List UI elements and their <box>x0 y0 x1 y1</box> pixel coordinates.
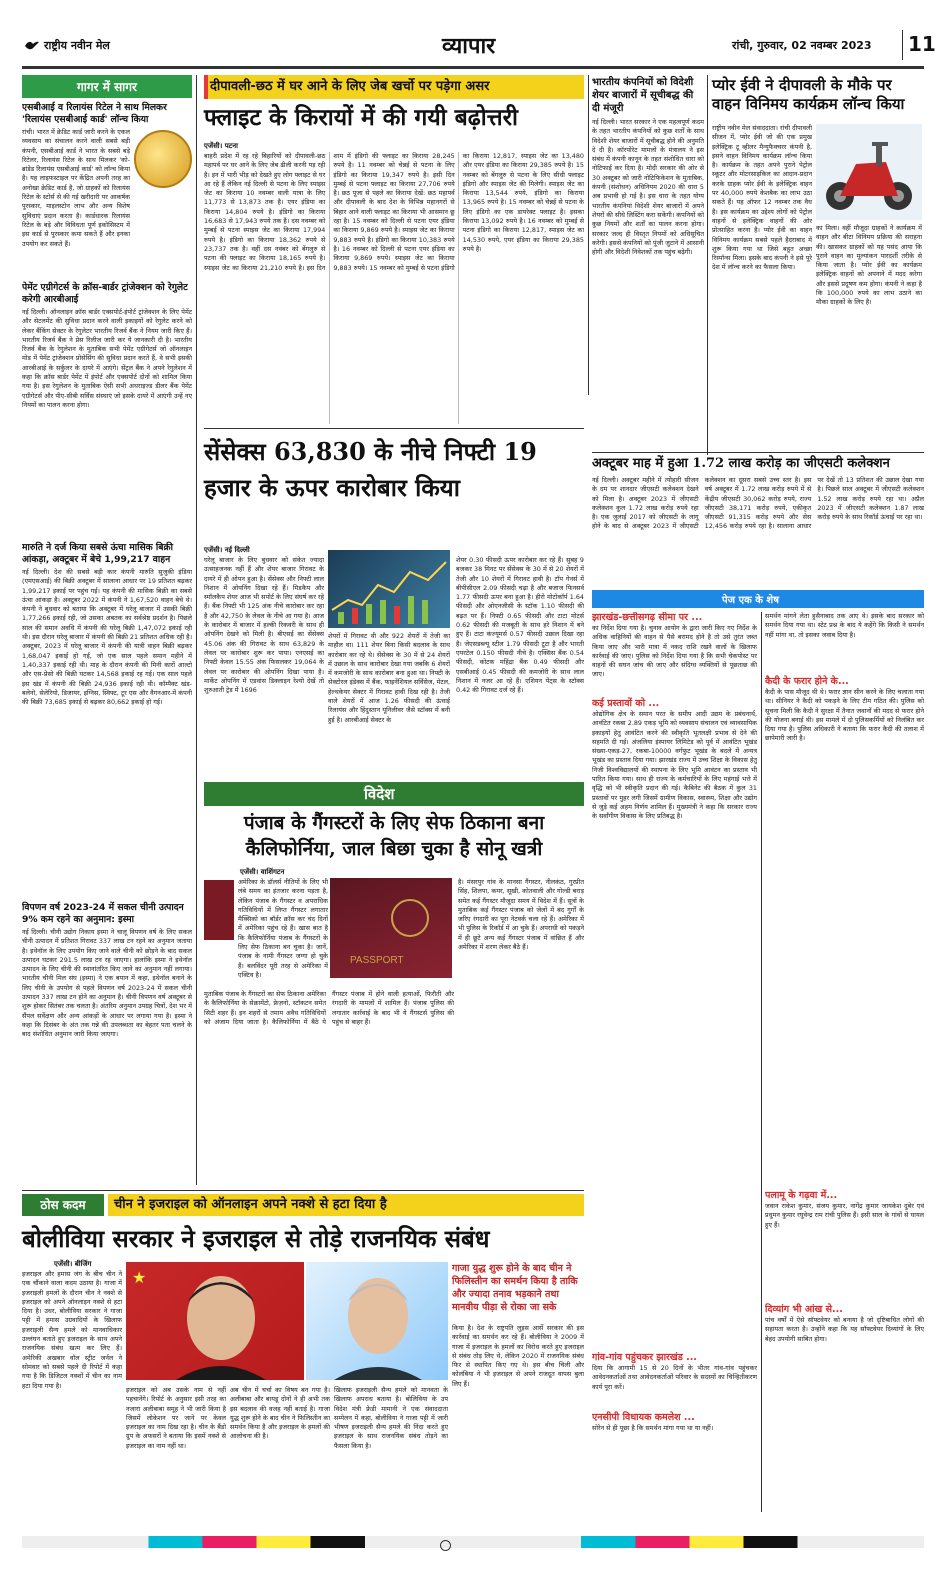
bolivia-kicker: ठोस कदम <box>22 1194 104 1216</box>
sensex-byline: एजेंसी। नई दिल्ली <box>204 546 250 554</box>
divyang-body: पांच वर्षों में ऐसे सॉफ्टवेयर को बनाया है जो दृष्टिबाधित लोगों की सहायता करता है। उन्होंने कहा कि यह सॉफ्टवेयर दिव्यांगों के लिए बेहद उपयोगी साबित होगा। <box>765 1316 924 1343</box>
page-number: 11 <box>908 32 936 56</box>
palamu-title: पलामू के गढ़वा में... <box>765 1190 838 1201</box>
sbi-card-title: एसबीआई व रिलायंस रिटेल ने साथ मिलकर 'रिलायंस एसबीआई कार्ड' लॉन्च किया <box>22 102 167 125</box>
bolivia-headline: बोलीविया सरकार ने इजराइल से तोड़े राजनयिक संबंध <box>22 1224 490 1253</box>
passport-photo <box>204 880 234 940</box>
videsh-banner <box>204 782 584 806</box>
jharkhand-body: का निर्देश दिया गया है। चुनाव आयोग के द्वारा जारी किए गए निर्देश के अधिक वाहिनियों की वाहन से पैसे बरामद होने है तो उसे तुरंत जब्त किया जाए और भारी मात्रा में नकद राशि रखने वालों के खिलाफ कार्रवाई की जाए। पुलिस को निर्देश दिया गया है कि सभी चेकपोस्ट पर वाहनों की सघन जांच की जाए और संदिग्ध व्यक्तियों से पूछताछ की जाए। <box>592 624 757 679</box>
left-column <box>22 75 192 1185</box>
mid-divider <box>588 75 589 395</box>
shesh-col-2 <box>765 612 924 1512</box>
sbi-card-body: रांची। भारत में क्रेडिट कार्ड जारी करने के एकल व्यवसाय का संचालन करने वाली सबसे बड़ी कंपनी, एसबीआई कार्ड ने भारत के सबसे बड़े रिटेलर, रिलायंस रिटेल के साथ मिलकर 'को-ब्रांडेड रिलायंस एसबीआई कार्ड' को लॉन्च किया है। यह लाइफस्टाइल पर केंद्रित अपनी तरह का अनोखा क्रेडिट कार्ड है, जो ग्राहकों को रिलायंस रिटेल के स्टोर्स से की गई खरीदारी पर आकर्षक पुरस्कार, माइलस्टोन लाभ और अन्य विशेष सुविधाएं प्रदान करता है। कार्डधारक रिलायंस रिटेल के बड़े और विविधता पूर्ण इकोसिस्टम में इस कार्ड से पुरस्कार कमा सकते हैं और इनका उपयोग कर सकते हैं। <box>22 128 130 248</box>
gst-title: अक्टूबर माह में हुआ 1.72 लाख करोड़ का जीएसटी कलेक्शन <box>592 456 890 471</box>
jharkhand-title: झारखंड-छत्तीसगढ़ सीमा पर ... <box>592 612 703 623</box>
shesh-label: पेज एक के शेष <box>722 595 780 606</box>
shesh-banner <box>592 590 924 608</box>
bolivia-body-4: खिलाफ इजराइली सैन्य हमले को मानवता के खिलाफ अपराध बताया है। बोलिविया के उप विदेश मंत्री फ्रेडी मामानी ने एक संवाददाता सम्मेलन में कहा, बोलीविया ने गाजा पट्टी में जारी भीषण इजराइली सैन्य हमले की निंदा करते हुए इजराइल के साथ राजनयिक संबंध तोड़ने का फैसला किया है। <box>334 1386 448 1450</box>
punjab-body-3: है। मंसरपुर गांव के मानसा गैंगस्टर, नीलकंठ, गुरप्रीत सिंह, शिलपा, कमर, सूखी, कोतवाली और गोल्डी बराड़ समेत कई गैंगस्टर मौजूदा समय में विदेश में हैं। सूत्रों के मुताबिक कई गैंगस्टर पंजाब को जेलों में बंद गुर्गों के जरिए रंगदारी का पूरा नेटवर्क चला रहे हैं। अमेरिका में भी पुलिस के रिकॉर्ड में आ चुके हैं। अपराधी को पकड़ने में ही छूटे अन्य कई गैंगस्टर पंजाब में वांछित हैं और अमेरिका में शरण लेकर बैठे हैं। <box>458 878 584 952</box>
bolivia-body-3: अब चीन में चर्चा का विषय बन गया है। अलीबाबा और बायडू दोनों ने ही अभी तक इस बदलाव की वजह नहीं बताई है। गाजा युद्ध शुरू होने के बाद चीन ने फिलिस्तीन का समर्थन किया है और इजराइल के हमलों की आलोचना की है। <box>230 1386 330 1441</box>
shesh-divider <box>761 612 762 1512</box>
gst-body: नई दिल्ली। अक्टूबर महीने में त्योहारी सीजन के दम पर शानदार जीएसटी कलेक्शन देखने को मिला है। अक्टूबर 2023 में जीएसटी कलेक्शन कुल 1.72 लाख करोड़ रुपये रहा है। एक जुलाई 2017 को जीएसटी के लागू होने के बाद से अक्टूबर 2023 में जीएसटी कलेक्शन का दूसरा सबसे उच्च स्तर है। इस वर्ष अक्टूबर में 1.72 लाख करोड़ रुपये में से केंद्रीय जीएसटी 30,062 करोड़ रुपये, राज्य जीएसटी 38,171 करोड़ रुपये, एकीकृत जीएसटी 91,315 करोड़ रुपये और सेस 12,456 करोड़ रुपये रहा है। सालाना आधार पर देखें तो 13 प्रतिशत की उछाल देखा गया है। पिछले साल अक्टूबर में जीएसटी कलेक्शन 1.52 लाख करोड़ रुपये रहा था। अप्रैल 2023 में जीएसटी कलेक्शन 1.87 लाख करोड़ रुपये के साथ रिकॉर्ड ऊंचाई पर रहा था। <box>592 476 924 531</box>
kaidi-body: कैदी के पास मौजूद थी थे। फरार ज्ञान सीन करने के लिए चलाता गया था। सीनियर ने कैदी को पकड़ने के लिए टीम गठित की। पुलिस को सूचना मिली कि कैदी ने सुरक्षा में तैनात जवानों की मदद से फरार होने की योजना बनाई थी। इस मामले में दो पुलिसकर्मियों को निलंबित कर दिया गया है। पुलिस अधिकारी ने बताया कि फरार कैदी की तलाश में छापेमारी जारी है। <box>765 688 924 743</box>
isma-body: नई दिल्ली। चीनी उद्योग निकाय इस्मा ने चालू विपणन वर्ष के लिए सकल चीनी उत्पादन में प्रतिशत गिरावट 337 लाख टन रहने का अनुमान जताया है। इथेनॉल के लिए उपयोग किए जाने वाले चीनी को छोड़ने के बाद सकल उत्पादन घटकर 291.5 लाख टन रह जाएगा। हालांकि इस्मा ने इथेनॉल उत्पादन के लिए चीनी की स्थानांतरित किए जाने का अनुमान नहीं लगाया। भारतीय चीनी मिल संघ (इस्मा) ने एक बयान में कहा, इथेनॉल बनाने के लिए चीनी के उपयोग से पहले विपणन वर्ष 2023-24 में सकल चीनी उत्पादन 337 लाख टन होने का अनुमान है। चीनी विपणन वर्ष अक्टूबर से शुरू होकर सितंबर तक चलता है। अंतरिम अनुमान उपग्रह चित्रों, देश भर में सैंपल सर्वेक्षण और अन्य आंकड़ों के आधार पर लगाया गया है। इस्मा ने कहा कि दिसंबर के अंत तक गन्ने की उपलब्धता का बेहतर पता चलने के बाद संशोधित अनुमान जारी किया जाएगा। <box>22 928 192 1039</box>
bolivia-quote: गाजा युद्ध शुरू होने के बाद चीन ने फिलिस्तीन का समर्थन किया है ताकि और ज्यादा तनाव भड़काने तथा मानवीय पीड़ा से रोका जा सके <box>452 1263 578 1313</box>
punjab-body-2: मुताबिक पंजाब के गैंगस्टरों का सेफ ठिकाना अमेरिका के कैलिफोर्निया के सेक्रामेंटो, फ्रेज़नो, स्टॉकटन समेत सिटी शहर हैं। इन शहरों से तमाम अवैध गतिविधियों को अंजाम दिया जाता है। कैलिफोर्निया में बैठे ये गैंगस्टर पंजाब में होने वाली हत्याओं, फिरौती और रंगदारी के मामलों में शामिल हैं। पंजाब पुलिस की लगातार कार्रवाई के बाद भी ये गैंगस्टर्स पुलिस की पहुंच से बाहर हैं। <box>204 990 454 1026</box>
netanyahu-photo <box>306 1262 448 1380</box>
bolivia-top-rule <box>22 1190 584 1191</box>
sensex-top-rule <box>204 428 584 429</box>
scooter-photo <box>816 124 922 220</box>
bolivia-byline: एजेंसी। बीजिंग <box>54 1260 92 1268</box>
flight-headline: फ्लाइट के किरायों में की गयी बढ़ोत्तरी <box>204 104 518 131</box>
registration-mark-left <box>440 1536 451 1555</box>
paper-name: राष्ट्रीय नवीन मेल <box>44 39 110 52</box>
flight-kicker-left <box>204 75 208 99</box>
videsh-label: विदेश <box>364 785 395 803</box>
samarthan-body: समर्थन मांगने लेता हुसैनाबाद तक आए थे। इसके बाद सरकार को समर्थन दिया गया था। स्टेट प्रश्न के बाद ये कहेंगे कि किसी ने समर्थन नहीं मांगा था, तो इसका जवाब दिया है। <box>765 612 924 639</box>
dateline: रांची, गुरुवार, 02 नवम्बर 2023 <box>732 39 872 52</box>
masthead-rule <box>22 66 924 69</box>
kai-prastav-title: कई प्रस्तावों को ... <box>592 698 660 709</box>
gaon-gaon-body: दिया कि आगामी 15 से 20 दिनों के भीतर गांव-गांव पहुंचकर आवेदनकर्ताओं तथा आवेदनकर्ताओं परिवार के सदस्यों का चिन्हितीकरण कार्य पूरा करें। <box>592 1364 757 1391</box>
maruti-body: नई दिल्ली। देश की सबसे बड़ी कार कंपनी मारुति सुजुकी इंडिया (एमएसआई) की बिक्री अक्टूबर में सालाना आधार पर 19 प्रतिशत बढ़कर 1,99,217 इकाई पर पहुंच गई। यह कंपनी की मासिक बिक्री का सबसे ऊंचा आंकड़ा है। अक्टूबर 2022 में कंपनी ने 1,67,520 वाहन बेचे थे। कंपनी ने बुधवार को बताया कि अक्टूबर में घरेलू बाजार में उसकी बिक्री 1,77,266 इकाई रही, जो उसका अबतक का सर्वश्रेष्ठ प्रदर्शन है। पिछले साल की समान अवधि में कंपनी की घरेलू बिक्री 1,47,072 इकाई रही थी। इस दौरान घरेलू बाजार में कंपनी की बिक्री 21 प्रतिशत अधिक रही है। अक्टूबर, 2023 में घरेलू बाजार में कंपनी की यात्री वाहन बिक्री बढ़कर 1,68,047 इकाई हो गई, जो एक साल पहले समान महीने में 1,40,337 इकाई रही थी। माह के दौरान कंपनी की मिनी कारों आल्टो और एस-प्रेसो की बिक्री घटकर 14,568 इकाई रह गई। एक साल पहले इस खंड में कंपनी की बिक्री 24,936 इकाई रही थी। कॉम्पैक्ट खंड-बलेनो, सेलेरियो, डिजायर, इग्निस, स्विफ्ट, टूर एस और वैगनआर-में कंपनी की बिक्री 73,685 इकाई से बढ़कर 80,662 इकाई हो गई। <box>22 568 192 707</box>
gst-top-rule <box>592 452 924 453</box>
rbi-title: पेमेंट एग्रीगेटर्स के क्रॉस-बार्डर ट्रांजेक्शन को रेगुलेट करेगी आरबीआई <box>22 282 188 305</box>
punjab-headline: पंजाब के गैंगस्टरों के लिए सेफ ठिकाना बना कैलिफोर्निया, जाल बिछा चुका है सोनू खत्री <box>243 812 545 860</box>
passport-photo-large <box>330 878 452 978</box>
isma-title: विपणन वर्ष 2023-24 में सकल चीनी उत्पादन 9% कम रहने का अनुमान: इस्मा <box>22 902 184 925</box>
sensex-headline: सेंसेक्स 63,830 के नीचे निफ्टी 19 हजार के ऊपर कारोबार किया <box>204 437 537 502</box>
sbi-card-icon <box>134 130 192 188</box>
bolivia-body-1: इजराइल और हमास जंग के बीच चीन ने एक चौंकाने वाला कदम उठाया है। गाजा में इजराइली हमलों के दौरान चीन ने नक्शे से इजराइल को अपने ऑनलाइन नक्शे से हटा दिया है। उधर, बोलीविया सरकार ने गाजा पट्टी में हमास उग्रवादियों के खिलाफ इजराइली सैन्य हमले को मानवाधिकार उल्लंघन बताते हुए इजराइल के साथ अपने राजनयिक संबंध खत्म कर लिए हैं। अमेरिकी अखबार वॉल स्ट्रीट जर्नल ने सोमवार को सबसे पहले दी रिपोर्ट में कहा गया है कि डिजिटल नक्शों में चीन का नाम हटा दिया गया है। <box>22 1270 122 1390</box>
china-flag: ★ <box>132 1268 147 1287</box>
gaon-gaon-title: गांव-गांव पहुंचकर झारखंड ... <box>592 1352 697 1363</box>
svg-text:PASSPORT: PASSPORT <box>350 955 404 966</box>
pureev-body: राष्ट्रीय नवीन मेल संवाददाता। रांची दीपावली सीजन में, प्योर ईवी जो की एक प्रमुख इलेक्ट्रिक टू व्हीलर मैन्युफैक्चरर कंपनी है, इसने वाहन विनिमय कार्यक्रम लॉन्च किया है। कार्यक्रम के तहत अपने पुराने पेट्रोल स्कूटर और मोटरसाइकिल का आदान-प्रदान करके ग्राहक प्योर ईवी के इलेक्ट्रिक वाहन पर 40,000 रुपये केशबैक का लाभ उठा सकते हैं। यह ऑफर 12 नवम्बर तक वैध है। इस कार्यक्रम का उद्देश्य लोगों को पेट्रोल वाहनों से इलेक्ट्रिक वाहनों की ओर प्रोत्साहित करना है। प्योर ईवी का वाहन विनिमय कार्यक्रम सबसे पहले हैदराबाद में शुरू किया गया था जिसे बहुत अच्छा रिस्पॉन्स मिला। इसके बाद कंपनी ने इसे पूरे देश में लॉन्च करने का फैसला किया। <box>712 124 812 272</box>
left-col-divider <box>196 75 197 1185</box>
ncp-body: सोरेन से ही पूछा है कि समर्थन मांगा गया था या नहीं। <box>592 1424 714 1432</box>
rbi-body: नई दिल्ली। ऑनलाइन क्रॉस बार्डर एक्सपोर्ट-इंपोर्ट ट्रांजेक्शन के लिए पेमेंट और सेटलमेंट की सुविधा प्रदान करने वाली इकाइयों को रेगुलेट करने को लेकर बैंकिंग सेक्टर के रेगुलेटर भारतीय रिजर्व बैंक ने नियम जारी किए हैं। भारतीय रिजर्व बैंक ने प्रेस रिलीज जारी कर ये जानकारी दी है। भारतीय रिजर्व बैंक के रेगुलेशन के मुताबिक सभी पेमेंट एग्रीगेटर्स जो ऑनलाइन मोड में पेमेंट ट्रांजेक्शन प्रोसेसिंग की सुविधा प्रदान करते हैं, वे सभी इसकी आरबीआई के सर्कुलर के दायरे में आएंगे। सेंट्रल बैंक ने अपने रेगुलेशन में कहा कि क्रॉस बार्डर पेमेंट में इंपोर्ट और एक्सपोर्ट दोनों को शामिल किया गया है। इस रेगुलेशन के मुताबिक ऐसी सभी अथराइज्ड डीलर बैंक पेमेंट एग्रीगेटर्स और पीए-सीबी सर्विस संस्थाएं जो इसके दायरे में आएंगी उन्हें नए नियमों का पालन करना होगा। <box>22 308 192 409</box>
maruti-title: मारुति ने दर्ज किया सबसे ऊंचा मासिक बिक्री आंकड़ा, अक्टूबर में बेचे 1,99,217 वाहन <box>22 542 173 565</box>
flight-body: बाहरी प्रदेश में रह रहे बिहारियों को दीपावली-छठ महापर्व पर घर आने के लिए जेब ढीली करनी पड़ रही है। इन में भारी भीड़ को देखते हुए लोग फ्लाइट से घर आ रहे हैं लेकिन नई दिल्ली से पटना के लिए स्पाइस जेट का किराया 10 नवम्बर वाली यात्रा के लिए 11,773 से 13,873 तक है। एयर इंडिया का किराया 14,804 रुपये है। इंडिगो का किराया 16,683 से 17,943 रुपये तक है। दस नवम्बर को मुम्बई से पटना स्पाइस जेट का किराया 17,994 रुपये है। इंडिगो का किराया 18,362 रुपये से 23,737 तक है। वहीं दस नवंबर को बेंगलुरु से पटना की फ्लाइट का किराया 18,165 रुपये है। स्पाइस जेट का किराया 21,210 रुपये है। इस दिन शाम में इंडिगो की फ्लाइट का किराया 28,245 रुपये है। 11 नवम्बर को चेन्नई से पटना के लिए इंडिगो का किराया 19,347 रुपये है। इसी दिन मुम्बई से पटना फ्लाइट का किराया 27,706 रुपये है। छठ पूजा से पहले का किराया देखें: छठ महापर्व और दीपावली के बाद देश के विभिन्न महानगरों से बिहार आने वाली फ्लाइट का किराया भी आसमान छू रहा है। 15 नवम्बर को दिल्ली से पटना एयर इंडिया का किराया 9,869 रुपये है। स्पाइस जेट का किराया 9,883 रुपये है। इंडिगो का किराया 10,383 रुपये है। 16 नवम्बर को दिल्ली से पटना एयर इंडिया का किराया 9,869 रुपये। स्पाइस जेट का किराया 9,883 रुपये। 15 नवम्बर को मुम्बई से पटना इंडिगो का किराया 12,817, स्पाइस जेट का 13,480 और एयर इंडिया का किराया 29,385 रुपये है। 15 नवम्बर को बेंगलुरु से पटना के लिए सीधी फ्लाइट इंडिगो और स्पाइस जेट की मिलेगी। स्पाइस जेट का किराया 13,544 रुपये, इंडिगो का किराया 13,965 रुपये है। 15 नवम्बर को चेन्नई से पटना के लिए इंडिगो का एक डायरेक्ट फ्लाइट है। इसका किराया 13,092 रुपये है। 16 नवम्बर को मुम्बई से पटना इंडिगो का किराया 12,817, स्पाइस जेट का 14,530 रुपये, एयर इंडिया का किराया 29,385 रुपये है। <box>204 152 584 272</box>
footer-registration-bar <box>22 1536 924 1548</box>
kaidi-title: कैदी के फरार होने के... <box>765 676 849 687</box>
pureev-title: प्योर ईवी ने दीपावली के मौके पर वाहन विनिमय कार्यक्रम लॉन्च किया <box>712 76 905 113</box>
foreign-title: भारतीय कंपनियों को विदेशी शेयर बाजारों में सूचीबद्ध की दी मंजूरी <box>592 77 694 114</box>
bolivia-top-line: चीन ने इजराइल को ऑनलाइन अपने नक्शे से हटा दिया है <box>108 1194 584 1216</box>
divyang-title: दिव्यांग भी आंख से... <box>765 1304 843 1315</box>
ncp-title: एनसीपी विधायक कमलेश ... <box>592 1412 695 1423</box>
sensex-body-1: घरेलू बाजार के लिए बुधवार को संकेत ज्यादा उत्साहजनक नहीं हैं और शेयर बाजार गिरावट के दायरे में ही ओपन हुआ है। सेंसेक्स और निफ्टी लाल निशान में ओपनिंग दिखा रहे हैं। मिडकैप और स्मॉलकैप शेयर आज भी सपोर्ट के लिए संघर्ष कर रहे हैं। बैंक निफ्टी भी 125 अंक नीचे कारोबार कर रहा है और 42,750 के लेवल के नीचे आ गया है। आज के कारोबार में बाजार में हल्की रिकवरी के साथ ही ओपनिंग देखने को मिली है। बीएसई का सेंसेक्स 45.06 अंक की गिरावट के साथ 63,829 के लेवल पर कारोबार शुरू कर पाया। एनएसई का निफ्टी केवल 15.55 अंक फिसलकर 19,064 के लेवल पर कारोबार की ओपनिंग दिखा पाया है। मार्केट ओपनिंग में एडवांस डिक्लाइन रेश्यो देखें तो शुरुआती ट्रेड में 1696 <box>204 556 324 695</box>
foreign-divider <box>707 75 708 455</box>
sensex-body-2: शेयरों में गिरावट थी और 922 शेयरों में तेजी का माहौल था। 111 शेयर बिना किसी बदलाव के साथ कारोबार कर रहे थे। सेंसेक्स के 30 में से 24 शेयरों में उछाल के साथ कारोबार देखा गया जबकि 6 शेयरों में कमजोरी के साथ कारोबार बना हुआ था। निफ्टी के सेक्टोरल इंडेक्स में बैंक, फाइनेंशियल सर्विसेज, मेटल, हेल्थकेयर सेक्टर में गिरावट हावी दिख रही है। तेजी वाले शेयरों में आज 1.26 फीसदी की ऊंचाई रिलायंस और हिंदुस्तान यूनिलीवर जैसे स्टॉक्स में बनी हुई है। आरबीआई सेक्टर के <box>328 632 450 724</box>
bolivia-body-5: किया है। देश के राष्ट्रपति लुइस आर्से सरकार की इस कार्रवाई का समर्थन कर रहे हैं। बोलीविया ने 2009 में गाजा में इजराइल के हमलों का विरोध करते हुए इजराइल से संबंध तोड़ लिए थे, लेकिन 2020 में राजनयिक संबंध फिर से स्थापित किए गए थे। इस बीच चिली और कोलंबिया ने भी इजराइल से अपने राजदूत वापस बुला लिए हैं। <box>452 1324 584 1388</box>
page-no-divider <box>902 30 903 60</box>
kai-prastav-body: ओद्योगिक क्षेत्र के समान परत के समीप आदी उद्यम के प्रबंधनार्थ, आवंटित रकबा 2.89 एकड़ भूमि को व्यवसाय संचालन एवं व्यावसायिक इकाइयों हेतु आवंटित करने की स्वीकृति भूतलक्षी प्रभाव से देने की सहमति दी गई। अंजलिया इंस्पायर लिमिटेड को पूर्व में आवंटित भूखंड संख्या-एकड़-27, रकबा-10000 वर्गफुट भूखंड के बदले में अन्यत्र भूखंड का प्रस्ताव दिया गया। झारखंड राज्य में उच्च शिक्षा के विकास हेतु निजी विश्वविद्यालयों की स्थापना के लिए भूमि आवंटन का प्रस्ताव भी पारित किया गया। साथ ही राज्य के कर्मचारियों के लिए महंगाई भत्ते में वृद्धि को भी स्वीकृति प्रदान की गई। कैबिनेट की बैठक में कुल 31 प्रस्तावों पर मुहर लगी जिसमें ग्रामीण विकास, स्वास्थ्य, शिक्षा और उद्योग से जुड़े कई अहम निर्णय शामिल हैं। मुख्यमंत्री ने कहा कि सरकार राज्य के सर्वांगीण विकास के लिए प्रतिबद्ध है। <box>592 710 757 821</box>
punjab-body-1: अमेरिका के डॉलर्स नीतियों के लिए भी लंबे समय का इंतजार करना पड़ता है, लेकिन पंजाब के गैंगस्टर व अपराधिक गतिविधियों में लिप्त गैंगस्टर लगातार मैक्सिको का बॉर्डर क्रॉस कर चंद दिनों में अमेरिका पहुंच रहे हैं। खास बात है कि कैलिफोर्निया पंजाब के गैंगस्टरों के लिए सेफ ठिकाना बन चुका है। जानें, पंजाब के नामी गैंगस्टर जग्गा हो चुके हैं। बलविंदर पूरी तरह से अमेरिका में एक्टिव है। <box>238 878 328 979</box>
gagar-header: गागर में सागर <box>22 75 192 98</box>
foreign-body: नई दिल्ली। भारत सरकार ने एक महत्वपूर्ण कदम के तहत भारतीय कंपनियों को कुछ शर्तों के साथ विदेशी शेयर बाजारों में सूचीबद्ध होने की अनुमति दे दी है। कॉरपोरेट मामलों के मंत्रालय ने इस संबंध में कंपनी कानून के तहत संशोधित धारा को नोटिफाई कर दिया है। मोदी सरकार की ओर से 30 अक्टूबर को जारी नोटिफिकेशन के मुताबिक, कंपनी (संशोधन) अधिनियम 2020 की धारा 5 अब प्रभावी हो गई है। इस धारा के तहत योग्य भारतीय कंपनियां विदेशी शेयर बाजारों में अपने शेयरों की सीधे लिस्टिंग करा सकेंगी। कंपनियों को कुछ नियमों और शर्तों का पालन करना होगा। सरकार जल्द ही विस्तृत नियमों को अधिसूचित करेगी। इससे कंपनियों को पूंजी जुटाने में आसानी होगी और विदेशी निवेशकों तक पहुंच बढ़ेगी। <box>592 118 704 257</box>
stock-chart-photo <box>328 550 450 628</box>
bolivia-body-2: इजराइल को अब उसके नाम से नहीं पहचानेंगे। रिपोर्ट के अनुसार इसी तरह का नजारा अलीबाबा समूह ने भी जारी किया है जिसमें लोकेशन पर जाने पर केवल इजराइल का नाम दिख रहा है। चीन के बैंडो ग्रुप के अफसरों ने बताया कि इसमें नक्शे से इजराइल का नाम नहीं था। <box>126 1386 226 1450</box>
section-title: व्यापार <box>442 33 496 59</box>
bird-icon <box>24 38 40 52</box>
flight-kicker: दीपावली-छठ में घर आने के लिए जेब खर्चो पर पड़ेगा असर <box>204 75 584 99</box>
pureev-body-2: का मिला। वहीं मौजूदा ग्राहकों ने कार्यक्रम में वाहन और बीटा विनिमय प्रक्रिया की सराहना की। खासकर ग्राहकों को यह पसंद आया कि पुराने वाहन का मूल्यांकन पारदर्शी तरीके से किया जाता है। प्योर ईवी का कार्यक्रम इलेक्ट्रिक वाहनों को अपनाने में मदद करेगा और इससे प्रदूषण कम होगा। कंपनी ने कहा है कि 100,000 रुपये का लाभ उठाने का मौका ग्राहकों के लिए है। <box>816 224 922 307</box>
masthead <box>22 28 936 70</box>
shesh-col-1 <box>592 612 757 1512</box>
xi-photo <box>126 1262 304 1380</box>
sensex-body-3: शेयर 0.30 फीसदी ऊपर कारोबार कर रहे हैं। सुबह 9 बजकर 38 मिनट पर सेंसेक्स के 30 में से 20 शेयरों में तेजी और 10 शेयरों में गिरावट हावी है। टॉप गेनर्स में बीपीसीएल 2.09 फीसदी चढ़ा है और बजाज फिनसर्व 1.77 फीसदी ऊपर बना हुआ है। हीरो मोटोकॉर्प 1.64 फीसदी और ओएनजीसी के स्टॉक 1.10 फीसदी की बढ़त पर हैं। निफ्टी 0.65 फीसदी और टाटा मोटर्स 0.62 फीसदी की मजबूती के साथ हरे निशान में बने हुए हैं। टाटा कंज्यूमर्स 0.57 फीसदी उछाल दिखा रहा है। जेएसडब्ल्यू स्टील 1.79 फीसदी टूटा है और भारती एयरटेल 0.150 फीसदी नीचे है। एक्सिस बैंक 0.54 फीसदी, कोटक महिंद्रा बैंक 0.49 फीसदी और एसबीआई 0.45 फीसदी की कमजोरी के साथ लाल निशान में नजर आ रहे हैं। एशियन पेंट्स के स्टॉक्स 0.42 की गिरावट दर्ज रहे हैं। <box>456 556 584 695</box>
punjab-byline: एजेंसी। वाशिंगटन <box>240 868 285 876</box>
palamu-body: जवान राकेश कुमार, संजय कुमार, नागेंद्र कुमार जायकेश दुबेर एवं प्रधुमन कुमार रघुवेन्द्र राम रांची पुलिस हैं। इसी साल के गांवों से घायल हुए हैं। <box>765 1202 924 1229</box>
flight-byline: एजेंसी। पटना <box>204 142 238 150</box>
